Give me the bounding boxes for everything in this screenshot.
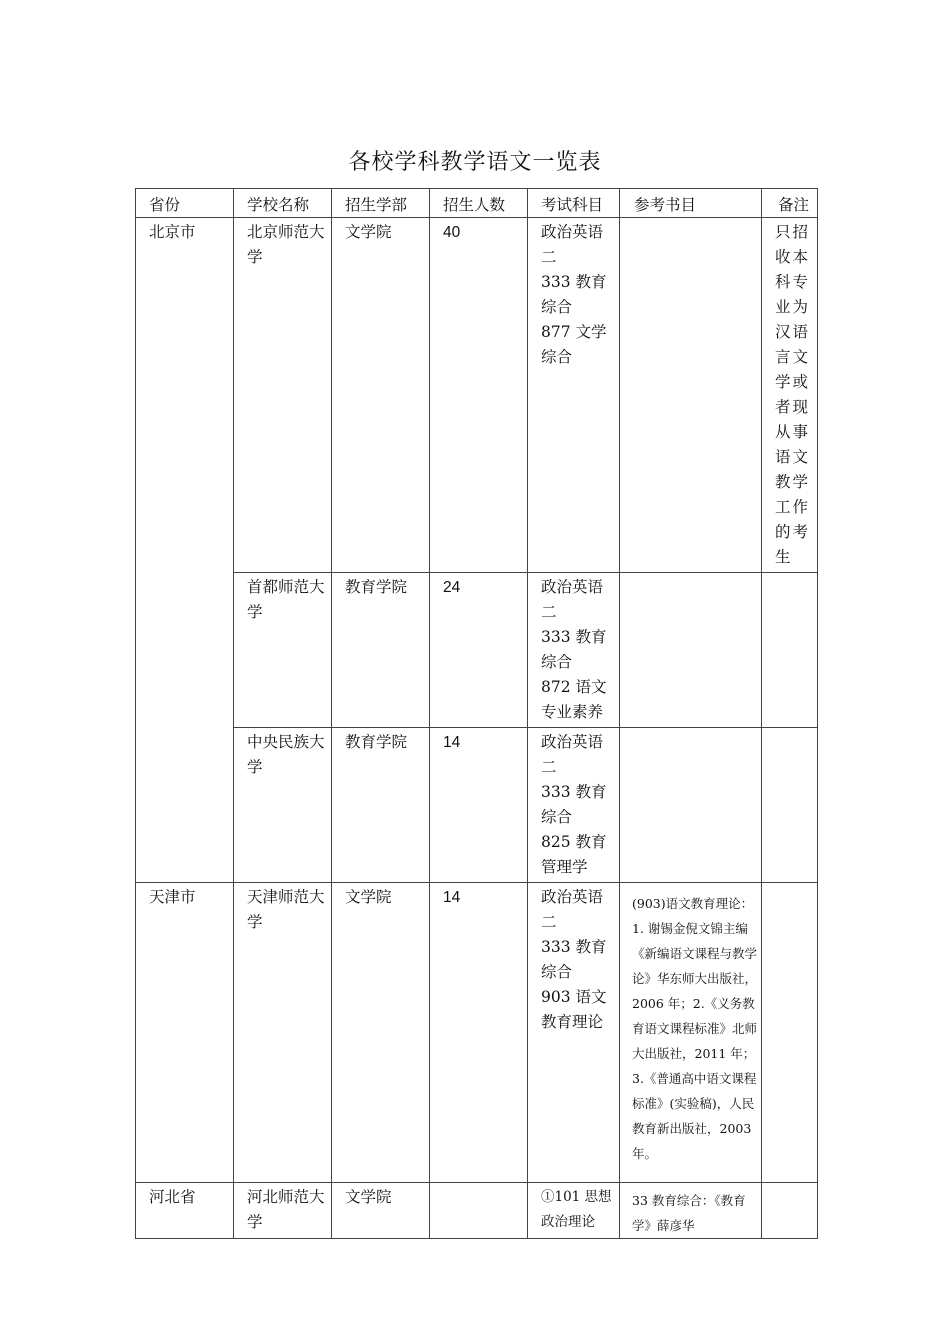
page-title: 各校学科教学语文一览表 xyxy=(348,150,602,175)
table-row xyxy=(136,1183,818,1239)
school-cell: 天津师范大学 xyxy=(234,883,332,1183)
dept-cell: 教育学院 xyxy=(332,728,430,883)
note-cell xyxy=(762,573,818,728)
dept-cell: 文学院 xyxy=(332,1183,430,1239)
header-dept: 招生学部 xyxy=(332,189,430,218)
exam-item: 825 教育管理学 xyxy=(541,833,607,876)
exam-item: 政治英语二 xyxy=(541,733,604,776)
table-row xyxy=(136,728,818,883)
exam-item: 政治英语二 xyxy=(541,578,604,621)
note-cell xyxy=(762,218,818,573)
header-school: 学校名称 xyxy=(234,189,332,218)
exam-item: 877 文学综合 xyxy=(541,323,607,366)
ref-cell: (903)语文教育理论：1. 谢锡金倪文锦主编《新编语文课程与教学论》华东师大出版社，2006 年；2.《义务教育语文课程标准》北师大出版社，2011 年；3.《普通高中语文课程标准》(实验稿)，人民教育新出版社，2003 年。 xyxy=(620,883,762,1183)
dept-cell: 文学院 xyxy=(332,218,430,573)
exam-item: 333 教育综合 xyxy=(541,273,607,316)
exam-item: 政治英语二 xyxy=(541,223,604,266)
ref-cell xyxy=(620,573,762,728)
table-row xyxy=(136,218,818,573)
province-cell: 河北省 xyxy=(136,1183,234,1239)
school-cell: 河北师范大学 xyxy=(234,1183,332,1239)
exam-cell xyxy=(528,218,620,573)
header-exam: 考试科目 xyxy=(528,189,620,218)
dept-cell: 文学院 xyxy=(332,883,430,1183)
exam-item: ①101 思想政治理论 xyxy=(541,1189,612,1230)
note-cell xyxy=(762,1183,818,1239)
note-text: 只招收本科专业为汉语言文学或者现从事语文教学工作的考生 xyxy=(775,223,809,566)
school-cell: 北京师范大学 xyxy=(234,218,332,573)
header-ref: 参考书目 xyxy=(620,189,762,218)
note-cell xyxy=(762,883,818,1183)
header-count: 招生人数 xyxy=(430,189,528,218)
table-row xyxy=(136,573,818,728)
count-cell: 14 xyxy=(430,883,528,1183)
exam-item: 333 教育综合 xyxy=(541,938,607,981)
exam-item: 政治英语二 xyxy=(541,888,604,931)
count-cell: 24 xyxy=(430,573,528,728)
ref-cell: 33 教育综合：《教育学》薛彦华 xyxy=(620,1183,762,1239)
school-cell: 首都师范大学 xyxy=(234,573,332,728)
exam-cell xyxy=(528,573,620,728)
count-cell: 40 xyxy=(430,218,528,573)
exam-cell xyxy=(528,728,620,883)
exam-item: 333 教育综合 xyxy=(541,783,607,826)
exam-item: 333 教育综合 xyxy=(541,628,607,671)
province-cell: 天津市 xyxy=(136,883,234,1183)
ref-cell xyxy=(620,218,762,573)
note-cell xyxy=(762,728,818,883)
schools-table xyxy=(135,188,818,1239)
exam-cell xyxy=(528,1183,620,1239)
header-note: 备注 xyxy=(762,189,818,218)
exam-item: 872 语文专业素养 xyxy=(541,678,607,721)
province-cell: 北京市 xyxy=(136,218,234,883)
table-row xyxy=(136,883,818,1183)
school-cell: 中央民族大学 xyxy=(234,728,332,883)
exam-cell xyxy=(528,883,620,1183)
count-cell: 14 xyxy=(430,728,528,883)
ref-cell xyxy=(620,728,762,883)
table-header-row xyxy=(136,189,818,218)
dept-cell: 教育学院 xyxy=(332,573,430,728)
count-cell xyxy=(430,1183,528,1239)
header-province: 省份 xyxy=(136,189,234,218)
exam-item: 903 语文教育理论 xyxy=(541,988,607,1031)
